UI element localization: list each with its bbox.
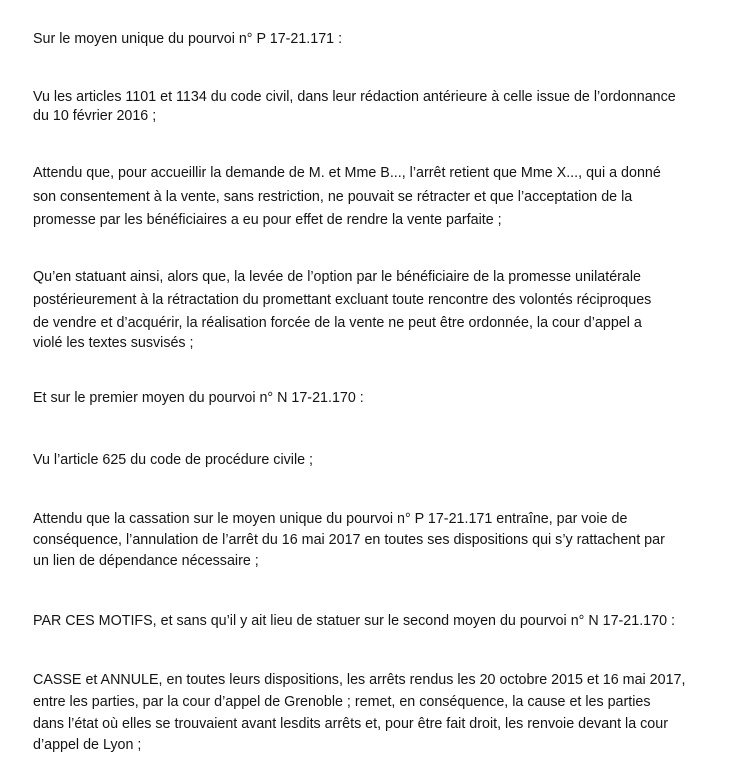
paragraph-5-line-1: Et sur le premier moyen du pourvoi n° N 17-21.170 :: [33, 390, 364, 406]
paragraph-7-line-2: conséquence, l’annulation de l’arrêt du 16 mai 2017 en toutes ses dispositions qui s’y rattachent par: [33, 532, 665, 548]
paragraph-3-line-3: promesse par les bénéficiaires a eu pour effet de rendre la vente parfaite ;: [33, 212, 502, 228]
paragraph-4-line-4: violé les textes susvisés ;: [33, 335, 194, 351]
paragraph-7-line-1: Attendu que la cassation sur le moyen unique du pourvoi n° P 17-21.171 entraîne, par voie de: [33, 511, 628, 527]
paragraph-9-line-1: CASSE et ANNULE, en toutes leurs dispositions, les arrêts rendus les 20 octobre 2015 et 16 mai 2017,: [33, 672, 686, 688]
paragraph-2-line-1: Vu les articles 1101 et 1134 du code civil, dans leur rédaction antérieure à celle issue de l’ordonnance: [33, 89, 676, 105]
paragraph-9-line-2: entre les parties, par la cour d’appel de Grenoble ; remet, en conséquence, la cause et les parties: [33, 694, 651, 710]
paragraph-4-line-1: Qu’en statuant ainsi, alors que, la levée de l’option par le bénéficiaire de la promesse unilatérale: [33, 269, 641, 285]
paragraph-2-line-2: du 10 février 2016 ;: [33, 108, 157, 124]
paragraph-6-line-1: Vu l’article 625 du code de procédure civile ;: [33, 452, 314, 468]
paragraph-9-line-4: d’appel de Lyon ;: [33, 737, 142, 753]
paragraph-8-line-1: PAR CES MOTIFS, et sans qu’il y ait lieu de statuer sur le second moyen du pourvoi n° N 17-21.170 :: [33, 613, 675, 629]
paragraph-1-line-1: Sur le moyen unique du pourvoi n° P 17-21.171 :: [33, 31, 343, 47]
paragraph-9-line-3: dans l’état où elles se trouvaient avant lesdits arrêts et, pour être fait droit, les renvoie devant la cour: [33, 716, 668, 732]
paragraph-3-line-1: Attendu que, pour accueillir la demande de M. et Mme B..., l’arrêt retient que Mme X..., qui a donné: [33, 165, 661, 181]
paragraph-7-line-3: un lien de dépendance nécessaire ;: [33, 553, 259, 569]
paragraph-4-line-2: postérieurement à la rétractation du promettant excluant toute rencontre des volontés réciproques: [33, 292, 652, 308]
paragraph-4-line-3: de vendre et d’acquérir, la réalisation forcée de la vente ne peut être ordonnée, la cour d’appel a: [33, 315, 642, 331]
paragraph-3-line-2: son consentement à la vente, sans restriction, ne pouvait se rétracter et que l’acceptation de la: [33, 189, 633, 205]
